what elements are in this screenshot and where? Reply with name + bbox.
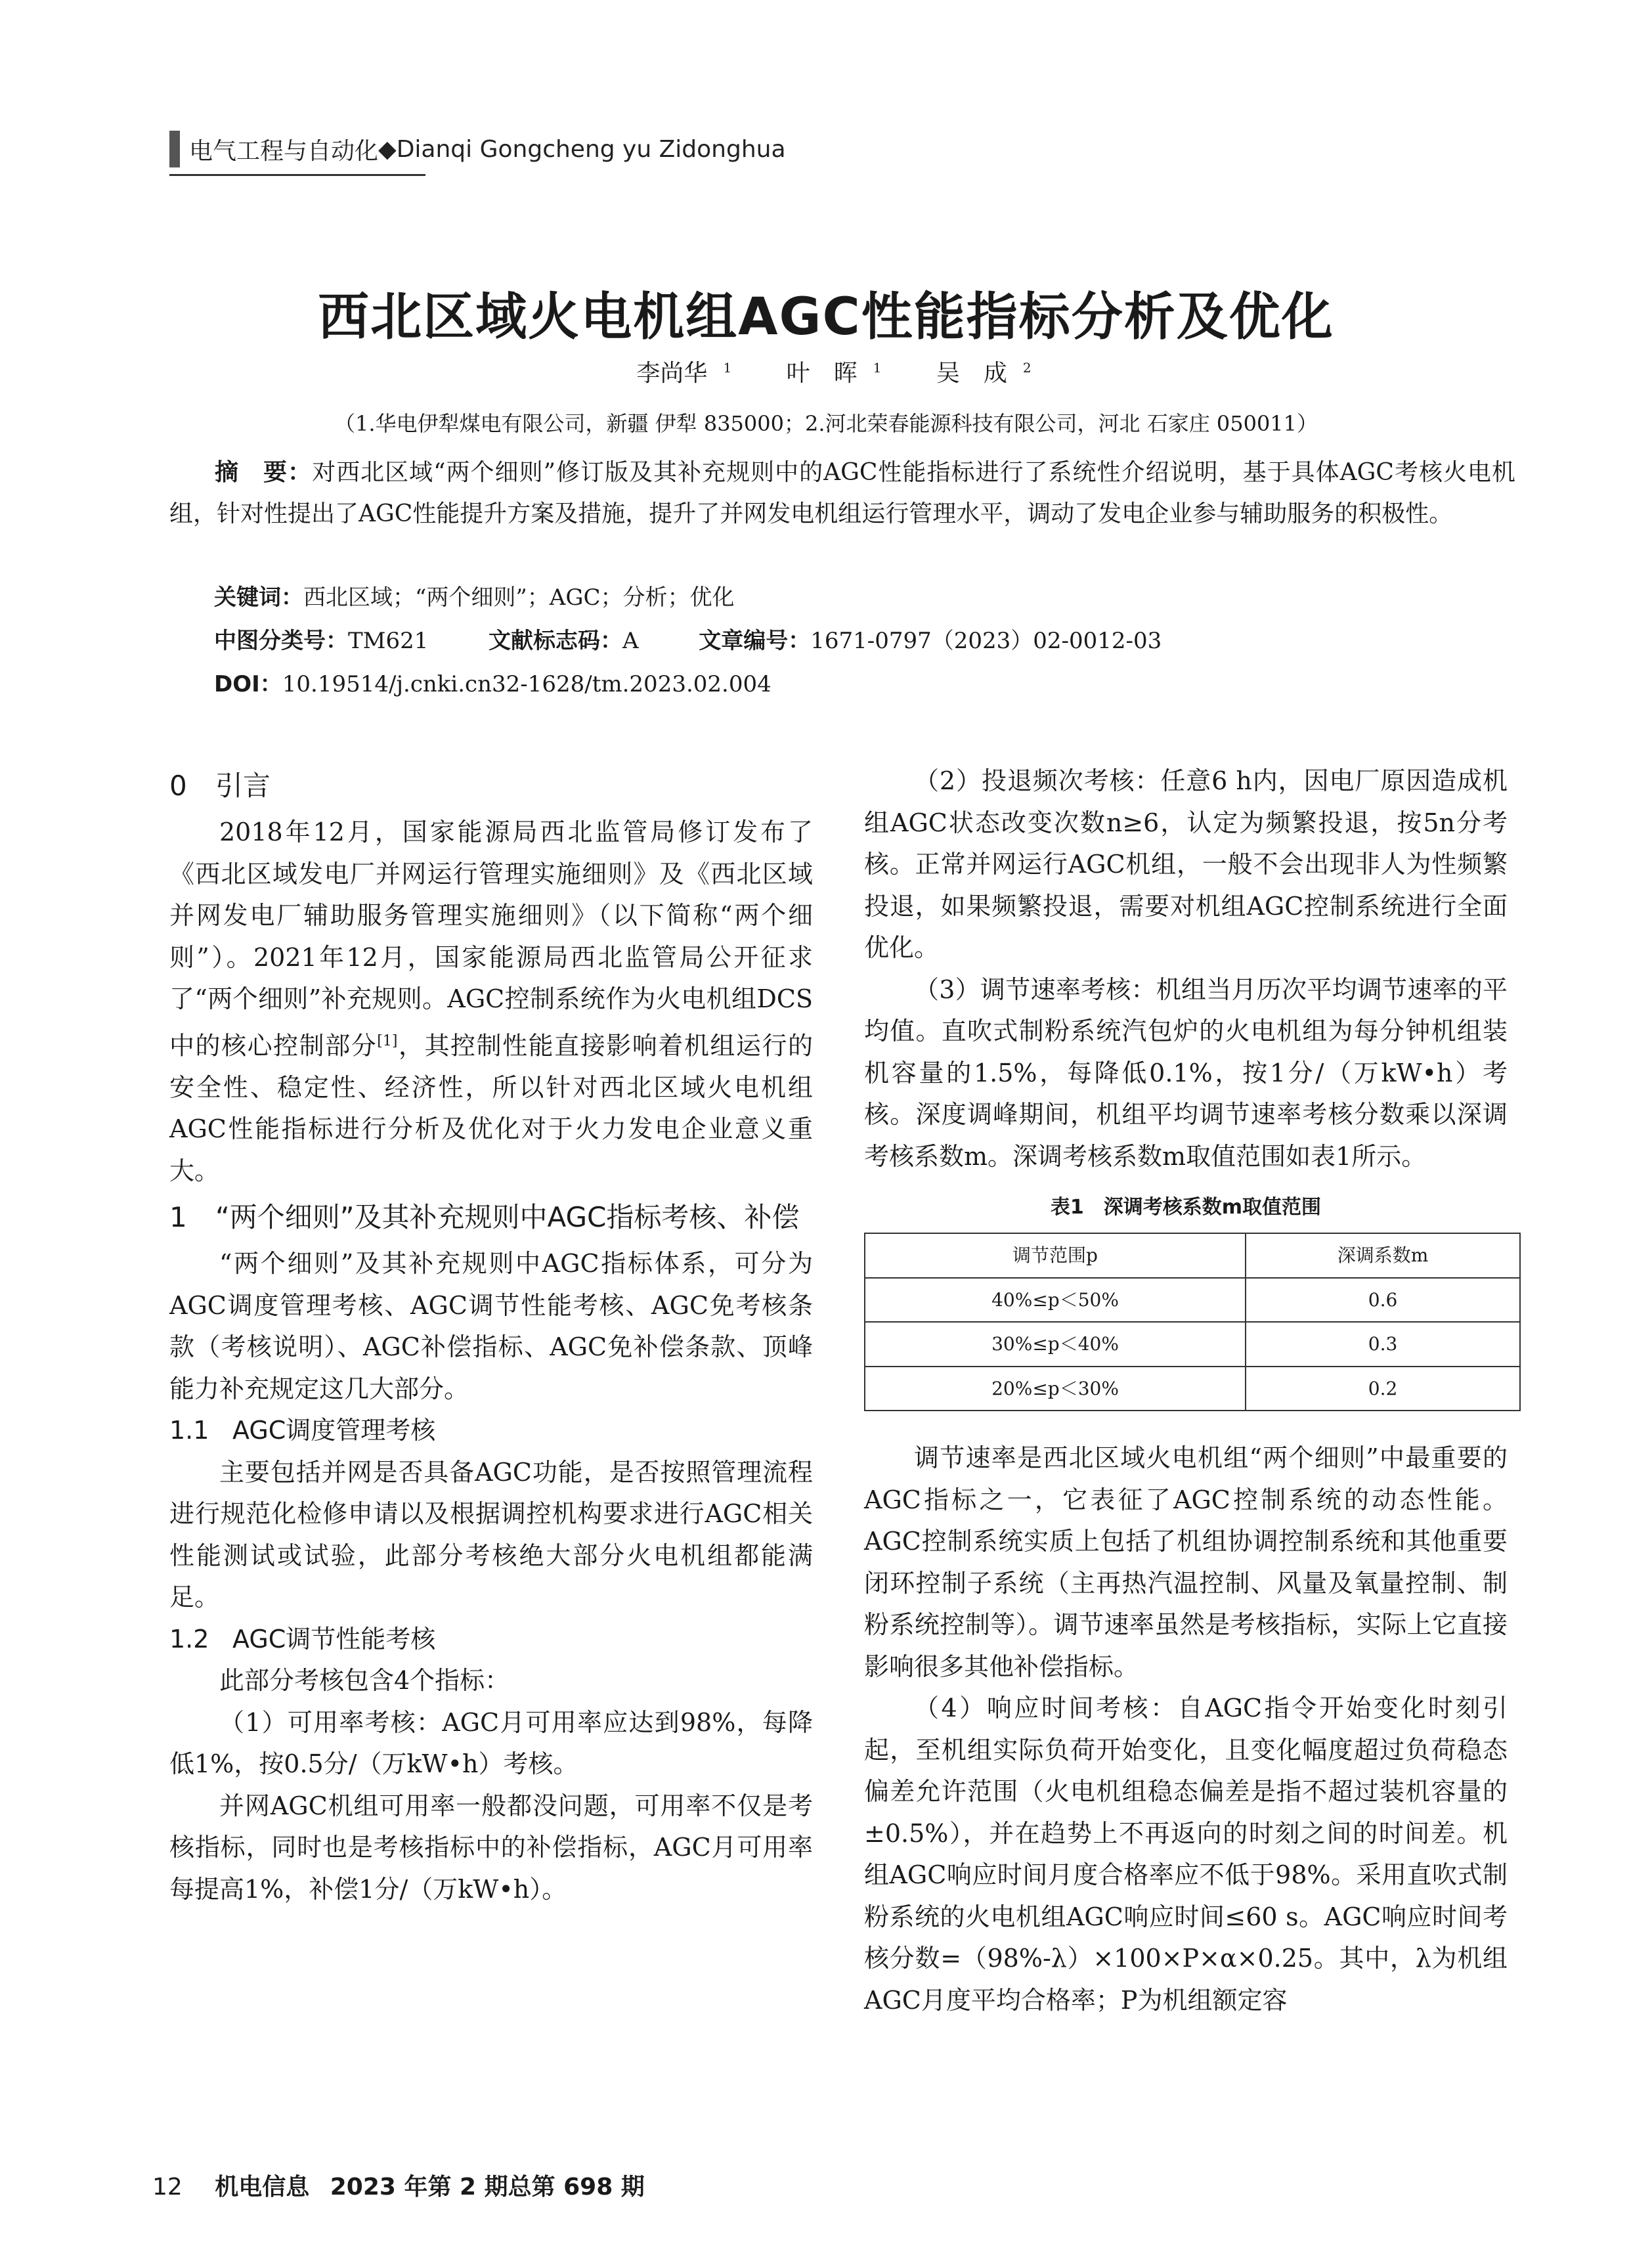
paragraph: 并网AGC机组可用率一般都没问题，可用率不仅是考核指标，同时也是考核指标中的补偿指标，AGC月可用率每提高1%，补偿1分/（万kW•h）。 <box>169 1791 813 1904</box>
keywords <box>214 579 735 611</box>
paragraph: “两个细则”及其补充规则中AGC指标体系，可分为AGC调度管理考核、AGC调节性能考核、AGC免考核条款（考核说明）、AGC补偿指标、AGC免补偿条款、顶峰能力补充规定这几大部分。 <box>169 1249 813 1403</box>
header-bar-mark <box>169 131 180 167</box>
paragraph: 2018年12月，国家能源局西北监管局修订发布了《西北区域发电厂并网运行管理实施细则》及《西北区域并网发电厂辅助服务管理实施细则》（以下简称“两个细则”）。2021年12月，国家能源局西北监管局公开征求了“两个细则”补充规则。AGC控制系统作为火电机组DCS中的核心控制部分[1]，其控制性能直接影响着机组运行的安全性、稳定性、经济性，所以针对西北区域火电机组AGC性能指标进行分析及优化对于火力发电企业意义重大。 <box>169 818 813 1185</box>
table-caption: 表1 深调考核系数m取值范围 <box>1050 1196 1322 1219</box>
footer-journal: 机电信息 <box>215 2174 310 2201</box>
table-cell: 0.2 <box>1246 1367 1520 1411</box>
section-heading: 1 “两个细则”及其补充规则中AGC指标考核、补偿 <box>169 1201 800 1234</box>
doi-line <box>214 666 772 698</box>
abstract <box>169 452 1515 535</box>
author: 吴 成 $^2$ <box>936 360 1032 387</box>
article-number-value: 1671-0797（2023）02-0012-03 <box>810 628 1162 654</box>
subsection-heading: 1.1 AGC调度管理考核 <box>169 1416 436 1445</box>
table-row <box>865 1278 1520 1323</box>
affiliation: （1.华电伊犁煤电有限公司，新疆 伊犁 835000；2.河北荣春能源科技有限公司，河北 石家庄 050011） <box>334 411 1318 436</box>
header-separator: ◆ <box>378 135 397 163</box>
article-number-label: 文章编号： <box>699 628 811 654</box>
author: 叶 晖 $^1$ <box>786 360 882 387</box>
table-cell: 0.3 <box>1246 1322 1520 1367</box>
doc-code-value: A <box>622 628 639 654</box>
table-cell: 30%≤p＜40% <box>865 1322 1246 1367</box>
right-column <box>864 760 1508 2021</box>
doi-label: DOI： <box>214 671 282 697</box>
paragraph: （4）响应时间考核：自AGC指令开始变化时刻引起，至机组实际负荷开始变化，且变化幅度超过负荷稳态偏差允许范围（火电机组稳态偏差是指不超过装机容量的±0.5%），并在趋势上不再返向的时刻之间的时间差。机组AGC响应时间月度合格率应不低于98%。采用直吹式制粉系统的火电机组AGC响应时间≤60 s。AGC响应时间考核分数=（98%-λ）×100×P×α×0.25。其中，λ为机组AGC月度平均合格率；P为机组额定容 <box>864 1694 1508 2015</box>
paragraph: （2）投退频次考核：任意6 h内，因电厂原因造成机组AGC状态改变次数n≥6，认定为频繁投退，按5n分考核。正常并网运行AGC机组，一般不会出现非人为性频繁投退，如果频繁投退，需要对机组AGC控制系统进行全面优化。 <box>864 766 1508 962</box>
journal-name-cn: 电气工程与自动化 <box>189 137 379 165</box>
left-column <box>169 760 813 1910</box>
paragraph: 调节速率是西北区域火电机组“两个细则”中最重要的AGC指标之一，它表征了AGC控制系统的动态性能。AGC控制系统实质上包括了机组协调控制系统和其他重要闭环控制子系统（主再热汽温控制、风量及氧量控制、制粉系统控制等）。调节速率虽然是考核指标，实际上它直接影响很多其他补偿指标。 <box>864 1443 1508 1681</box>
author: 李尚华 $^1$ <box>636 360 732 387</box>
keywords-text: 西北区域；“两个细则”；AGC；分析；优化 <box>303 584 735 611</box>
clc-value: TM621 <box>348 628 429 654</box>
footer-issue: 2023 年第 2 期总第 698 期 <box>330 2174 645 2201</box>
table-row <box>865 1322 1520 1367</box>
keywords-label: 关键词： <box>214 584 303 611</box>
abstract-label: 摘 要： <box>214 459 313 486</box>
author-list <box>0 355 1652 388</box>
doi-value: 10.19514/j.cnki.cn32-1628/tm.2023.02.004 <box>282 671 772 697</box>
citation-ref: [1] <box>377 1032 398 1049</box>
table-header-cell: 深调系数m <box>1246 1233 1520 1278</box>
paper-title: 西北区域火电机组AGC性能指标分析及优化 <box>318 288 1334 347</box>
header-rule <box>169 174 425 176</box>
abstract-text: 对西北区域“两个细则”修订版及其补充规则中的AGC性能指标进行了系统性介绍说明，基于具体AGC考核火电机组，针对性提出了AGC性能提升方案及措施，提升了并网发电机组运行管理水平，调动了发电企业参与辅助服务的积极性。 <box>169 459 1515 527</box>
paragraph: 此部分考核包含4个指标： <box>219 1666 510 1696</box>
subsection-heading: 1.2 AGC调节性能考核 <box>169 1624 436 1654</box>
paragraph: （3）调节速率考核：机组当月历次平均调节速率的平均值。直吹式制粉系统汽包炉的火电机组为每分钟机组装机容量的1.5%，每降低0.1%，按1分/（万kW•h）考核。深度调峰期间，机组平均调节速率考核分数乘以深调考核系数m。深调考核系数m取值范围如表1所示。 <box>864 975 1508 1171</box>
clc-label: 中图分类号： <box>214 628 348 654</box>
table-header-cell: 调节范围p <box>865 1233 1246 1278</box>
section-heading: 0 引言 <box>169 770 271 802</box>
page-footer <box>152 2168 645 2202</box>
table-cell: 0.6 <box>1246 1278 1520 1323</box>
table-row <box>865 1367 1520 1411</box>
doc-code-label: 文献标志码： <box>489 628 623 654</box>
table-header-row <box>865 1233 1520 1278</box>
table-cell: 20%≤p＜30% <box>865 1367 1246 1411</box>
paragraph: 主要包括并网是否具备AGC功能，是否按照管理流程进行规范化检修申请以及根据调控机构要求进行AGC相关性能测试或试验，此部分考核绝大部分火电机组都能满足。 <box>169 1457 813 1612</box>
paragraph: （1）可用率考核：AGC月可用率应达到98%，每降低1%，按0.5分/（万kW•h）考核。 <box>169 1707 813 1779</box>
table-cell: 40%≤p＜50% <box>865 1278 1246 1323</box>
coefficient-table <box>864 1233 1521 1411</box>
classification-line <box>214 623 1162 655</box>
running-header <box>169 129 786 169</box>
page-number: 12 <box>152 2174 183 2201</box>
journal-name-pinyin: Dianqi Gongcheng yu Zidonghua <box>396 135 786 163</box>
